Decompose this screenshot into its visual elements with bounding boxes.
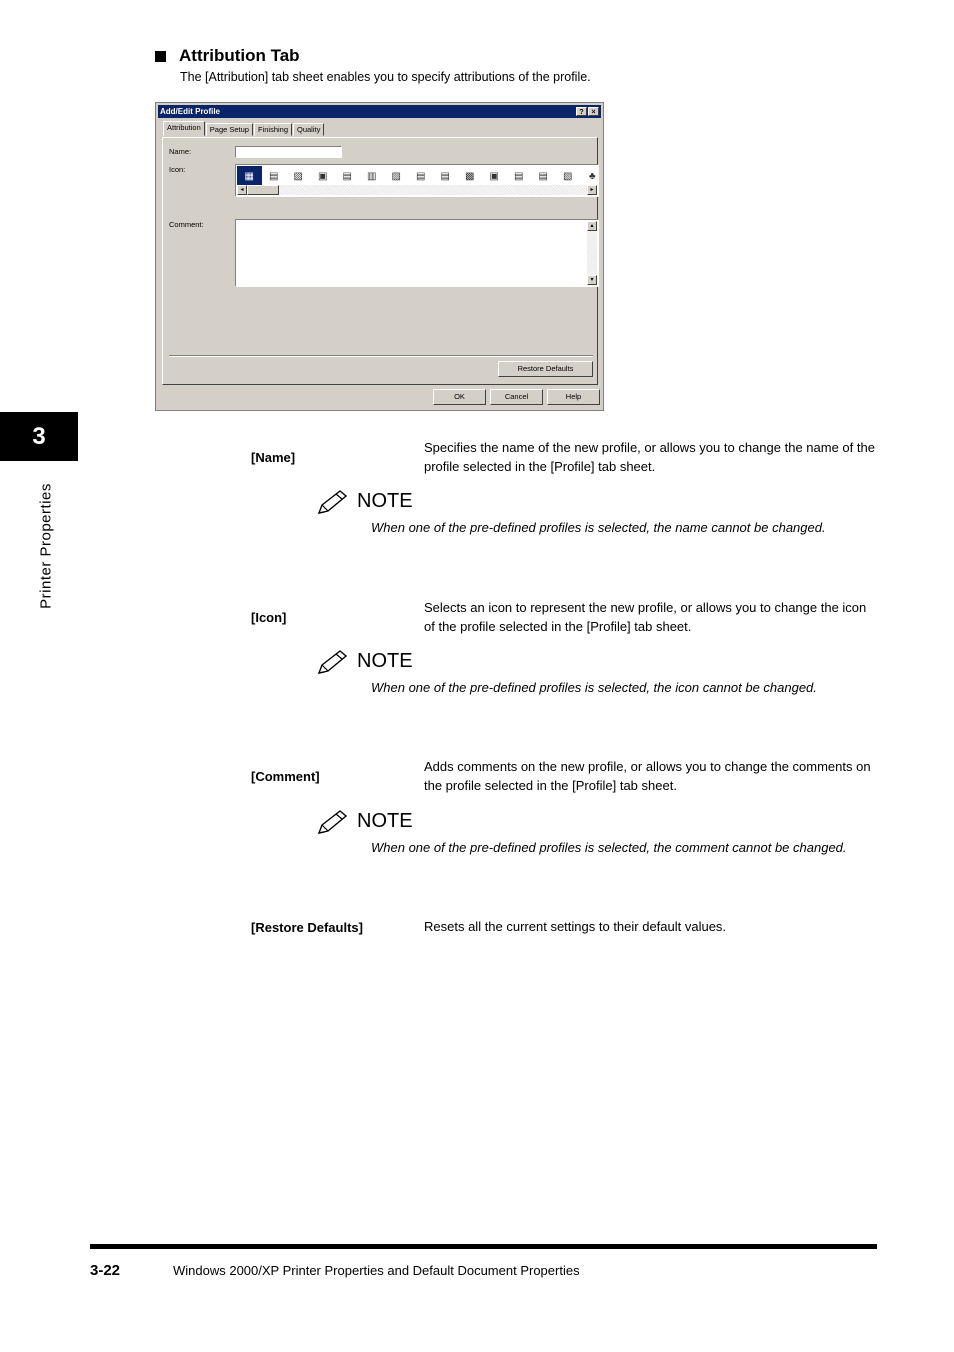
comment-label: Comment: bbox=[169, 220, 204, 229]
add-edit-profile-dialog bbox=[155, 102, 604, 411]
icon-horizontal-scrollbar[interactable] bbox=[237, 185, 597, 195]
profile-icon-option[interactable]: ▤ bbox=[440, 170, 450, 182]
term-comment: [Comment] bbox=[251, 769, 320, 784]
profile-icon-option[interactable]: ▦ bbox=[237, 166, 262, 186]
scroll-up-icon[interactable]: ▴ bbox=[587, 221, 597, 231]
panel-divider bbox=[169, 355, 593, 357]
scroll-thumb[interactable] bbox=[247, 185, 279, 195]
pencil-note-icon bbox=[316, 489, 348, 517]
term-name: [Name] bbox=[251, 450, 296, 465]
pencil-note-icon bbox=[316, 809, 348, 837]
profile-icon-option[interactable]: ▤ bbox=[342, 170, 352, 182]
note-text-name: When one of the pre-defined profiles is selected, the name cannot be changed. bbox=[371, 520, 826, 535]
desc-restore-defaults: Resets all the current settings to their default values. bbox=[424, 919, 727, 934]
section-title: Attribution Tab bbox=[179, 46, 300, 65]
icon-label: Icon: bbox=[169, 165, 186, 174]
tab-quality[interactable]: Quality bbox=[293, 123, 324, 136]
help-button[interactable]: Help bbox=[547, 389, 600, 405]
profile-icon-option[interactable]: ▤ bbox=[416, 170, 426, 182]
note-title-comment: NOTE bbox=[357, 810, 413, 832]
profile-icon-option[interactable]: ▤ bbox=[514, 170, 524, 182]
icon-list[interactable] bbox=[235, 164, 599, 197]
desc-name: Specifies the name of the new profile, or allows you to change the name of the profile selected in the [Profile] tab sheet. bbox=[424, 440, 875, 474]
comment-vertical-scrollbar[interactable] bbox=[587, 221, 597, 285]
section-intro: The [Attribution] tab sheet enables you to specify attributions of the profile. bbox=[180, 70, 591, 84]
scroll-down-icon[interactable]: ▾ bbox=[587, 275, 597, 285]
profile-icon-option[interactable]: ▣ bbox=[318, 170, 328, 182]
scroll-left-icon[interactable]: ◂ bbox=[237, 185, 247, 195]
square-bullet-icon bbox=[155, 51, 166, 62]
chapter-tab bbox=[0, 412, 78, 461]
note-text-icon: When one of the pre-defined profiles is selected, the icon cannot be changed. bbox=[371, 680, 817, 695]
tab-finishing[interactable]: Finishing bbox=[254, 123, 292, 136]
profile-icon-option[interactable]: ▧ bbox=[293, 170, 303, 182]
section-heading bbox=[155, 46, 300, 66]
comment-textarea[interactable] bbox=[235, 219, 599, 287]
profile-icon-option[interactable]: ▨ bbox=[391, 170, 401, 182]
chapter-side-label: Printer Properties bbox=[37, 483, 55, 609]
tab-attribution[interactable]: Attribution bbox=[163, 121, 205, 136]
note-title-name: NOTE bbox=[357, 490, 413, 512]
profile-icon-option[interactable]: ▧ bbox=[563, 170, 573, 182]
page-number: 3-22 bbox=[90, 1262, 121, 1279]
name-label: Name: bbox=[169, 147, 192, 156]
dialog-title: Add/Edit Profile bbox=[160, 107, 220, 116]
pencil-note-icon bbox=[316, 649, 348, 677]
desc-icon: Selects an icon to represent the new profile, or allows you to change the icon of the profile selected in the [Profile] tab sheet. bbox=[424, 600, 867, 634]
note-title-icon: NOTE bbox=[357, 650, 413, 672]
profile-icon-option[interactable]: ▤ bbox=[269, 170, 279, 182]
footer-rule bbox=[90, 1244, 877, 1249]
close-button[interactable]: × bbox=[588, 107, 599, 116]
scroll-right-icon[interactable]: ▸ bbox=[587, 185, 597, 195]
profile-icon-option[interactable]: ▤ bbox=[538, 170, 548, 182]
term-restore-defaults: [Restore Defaults] bbox=[251, 920, 363, 935]
restore-defaults-button[interactable]: Restore Defaults bbox=[498, 361, 593, 377]
ok-button[interactable]: OK bbox=[433, 389, 486, 405]
note-text-comment: When one of the pre-defined profiles is selected, the comment cannot be changed. bbox=[371, 840, 847, 855]
chapter-number: 3 bbox=[32, 422, 46, 450]
desc-comment: Adds comments on the new profile, or allows you to change the comments on the profile selected in the [Profile] tab sheet. bbox=[424, 759, 871, 793]
dialog-titlebar bbox=[158, 105, 601, 118]
profile-icon-option[interactable]: ▣ bbox=[489, 170, 499, 182]
icon-row bbox=[237, 166, 605, 186]
attribution-panel bbox=[162, 137, 598, 385]
profile-icon-option[interactable]: ♣ bbox=[588, 170, 596, 182]
term-icon: [Icon] bbox=[251, 610, 287, 625]
cancel-button[interactable]: Cancel bbox=[490, 389, 543, 405]
profile-icon-option[interactable]: ▥ bbox=[367, 170, 377, 182]
name-input[interactable] bbox=[235, 146, 342, 158]
profile-icon-option[interactable]: ▩ bbox=[465, 170, 475, 182]
footer-title: Windows 2000/XP Printer Properties and Default Document Properties bbox=[173, 1263, 580, 1278]
tab-page-setup[interactable]: Page Setup bbox=[206, 123, 253, 136]
help-question-button[interactable]: ? bbox=[576, 107, 587, 116]
dialog-tabs bbox=[163, 123, 325, 136]
